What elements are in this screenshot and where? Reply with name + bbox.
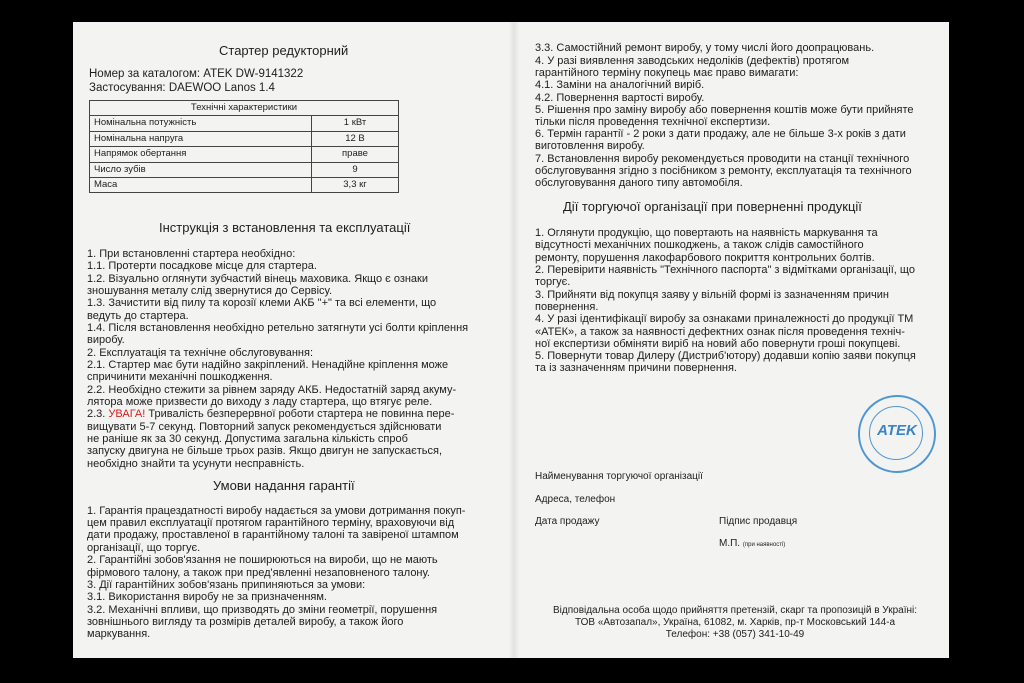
warning-label: УВАГА!: [108, 408, 146, 420]
org-name-field: Найменування торгуючої організації: [535, 471, 703, 482]
atek-logo: ATEK: [877, 422, 917, 439]
footer-line: Відповідальна особа щодо прийняття претензій, скарг та пропозицій в Україні:: [552, 605, 918, 616]
spec-label: Номінальна напруга: [90, 131, 312, 146]
company-stamp: [858, 395, 936, 473]
install-line: необхідно знайти та усунути несправність.: [87, 458, 305, 470]
warranty-cont-line: обслуговування даного типу автомобіля.: [535, 177, 743, 189]
trade-line: 3. Прийняти від покупця заяву у вільній формі із зазначенням причин: [535, 289, 890, 301]
trade-section-title: Дії торгуючої організації при поверненні продукції: [563, 199, 862, 214]
warning-text: Тривалість безперервної роботи стартера не повинна пере-: [145, 408, 455, 420]
footer-line: ТОВ «Автозапал», Україна, 61082, м. Харків, пр-т Московський 144-а: [574, 617, 896, 628]
install-line: 1. При встановленні стартера необхідно:: [87, 248, 296, 260]
install-line: виробу.: [87, 334, 125, 346]
table-row: [90, 131, 399, 146]
footer-line: Телефон: +38 (057) 341-10-49: [665, 629, 805, 640]
trade-line: 4. У разі ідентифікації виробу за ознаками приналежності до продукції ТМ: [535, 313, 914, 325]
install-line: 1.2. Візуально оглянути зубчастий вінець маховика. Якщо є ознаки: [87, 273, 429, 285]
warranty-cont-line: 4.1. Заміни на аналогічний виріб.: [535, 79, 705, 91]
trade-line: повернення.: [535, 301, 599, 313]
table-row: [90, 147, 399, 162]
warranty-cont-line: 3.3. Самостійний ремонт виробу, у тому числі його доопрацювань.: [535, 42, 875, 54]
warranty-cont-line: 7. Встановлення виробу рекомендується проводити на станції технічного: [535, 153, 910, 165]
warranty-line: 3.2. Механічні впливи, що призводять до зміни геометрії, порушення: [87, 604, 438, 616]
install-line: 2.1. Стартер має бути надійно закріплений. Ненадійне кріплення може: [87, 359, 449, 371]
stamp-place-note: (при наявності): [742, 542, 786, 548]
trade-line: «АТЕК», а також за наявності дефектних ознак після проведення техніч-: [535, 326, 905, 338]
spec-label: Число зубів: [90, 162, 312, 177]
install-line: 2.2. Необхідно стежити за рівнем заряду АКБ. Недостатній заряд акуму-: [87, 384, 457, 396]
seller-signature-field: Підпис продавця: [719, 516, 798, 527]
install-line: спричинити механічні пошкодження.: [87, 371, 273, 383]
warranty-line: цем правил експлуатації протягом гарантійного терміну, враховуючи від: [87, 517, 455, 529]
warning-number: 2.3.: [87, 408, 109, 420]
spec-value: праве: [312, 147, 399, 162]
sale-date-field: Дата продажу: [535, 516, 600, 527]
trade-line: 5. Повернути товар Дилеру (Дистриб'ютору) додавши копію заяви покупця: [535, 350, 916, 362]
install-line: вищувати 5-7 секунд. Повторний запуск рекомендується здійснювати: [87, 421, 442, 433]
trade-line: відсутності механічних пошкоджень, а також слідів самостійного: [535, 239, 864, 251]
install-line: лятора може призвести до виходу з ладу стартера, що втягує реле.: [87, 396, 433, 408]
trade-line: ремонту, порушення лакофарбового покриття контрольних болтів.: [535, 252, 875, 264]
warranty-cont-line: 4.2. Повернення вартості виробу.: [535, 92, 705, 104]
spec-table: [89, 100, 399, 193]
warranty-cont-line: гарантійного терміну покупець має право вимагати:: [535, 67, 799, 79]
spec-value: 3,3 кг: [312, 178, 399, 193]
warranty-cont-line: 5. Рішення про заміну виробу або повернення коштів може бути прийняте: [535, 104, 914, 116]
stamp-place-label: М.П.: [719, 538, 741, 549]
application: Застосування: DAEWOO Lanos 1.4: [89, 82, 275, 94]
table-row: [90, 178, 399, 193]
warranty-line: 1. Гарантія працездатності виробу надається за умови дотримання покуп-: [87, 505, 466, 517]
warranty-line: 3.1. Використання виробу не за призначенням.: [87, 591, 327, 603]
warranty-cont-line: обслуговування згідно з посібником з ремонту, експлуатація та технічного: [535, 165, 912, 177]
spec-label: Номінальна потужність: [90, 116, 312, 131]
spec-value: 12 В: [312, 131, 399, 146]
stamp-place: [719, 538, 785, 551]
table-row: [90, 162, 399, 177]
install-line: запуску двигуна не більше трьох разів. Якщо двигун не запускається,: [87, 445, 443, 457]
trade-line: торгує.: [535, 276, 571, 288]
install-line: зношування металу слід звернутися до Сервісу.: [87, 285, 333, 297]
warranty-line: зовнішнього вигляду та розмірів деталей виробу, а також його: [87, 616, 404, 628]
spec-value: 9: [312, 162, 399, 177]
trade-line: ної експертизи обміняти виріб на новий або повернути гроші покупцеві.: [535, 338, 901, 350]
address-field: Адреса, телефон: [535, 494, 616, 505]
warranty-line: 3. Дії гарантійних зобов'язань припиняються за умови:: [87, 579, 366, 591]
warranty-section-title: Умови надання гарантії: [213, 478, 355, 493]
warranty-line: організації, що торгує.: [87, 542, 201, 554]
trade-line: 2. Перевірити наявність "Технічного паспорта" з відмітками організації, що: [535, 264, 915, 276]
spec-value: 1 кВт: [312, 116, 399, 131]
trade-line: 1. Оглянути продукцію, що повертають на наявність маркування та: [535, 227, 878, 239]
catalog-number: Номер за каталогом: ATEK DW-9141322: [89, 68, 304, 80]
spec-label: Напрямок обертання: [90, 147, 312, 162]
install-section-title: Інструкція з встановлення та експлуатації: [159, 220, 411, 235]
warranty-cont-line: 6. Термін гарантії - 2 роки з дати продажу, але не більше 3-х років з дати: [535, 128, 906, 140]
page-fold: [509, 22, 519, 658]
warranty-cont-line: тільки після проведення технічної експертизи.: [535, 116, 771, 128]
install-line: ведуть до стартера.: [87, 310, 189, 322]
install-line: 1.1. Протерти посадкове місце для стартера.: [87, 260, 317, 272]
warranty-line: маркування.: [87, 628, 151, 640]
warranty-line: 2. Гарантійні зобов'язання не поширюються на вироби, що не мають: [87, 554, 438, 566]
install-line: не раніше як за 30 секунд. Допустима загальна кількість спроб: [87, 433, 408, 445]
spec-table-header: Технічні характеристики: [90, 101, 399, 116]
warranty-line: фірмового талону, а також при пред'явленні незаповненого талону.: [87, 567, 430, 579]
warning-line: [87, 408, 454, 420]
warranty-line: дати продажу, проставленої в гарантійному талоні та завіреної штампом: [87, 529, 459, 541]
install-line: 2. Експлуатація та технічне обслуговування:: [87, 347, 313, 359]
warranty-cont-line: 4. У разі виявлення заводських недоліків (дефектів) протягом: [535, 55, 850, 67]
product-title: Стартер редукторний: [219, 43, 349, 58]
trade-line: та із зазначенням причини повернення.: [535, 362, 737, 374]
table-row: [90, 116, 399, 131]
spec-label: Маса: [90, 178, 312, 193]
install-line: 1.3. Зачистити від пилу та корозії клеми АКБ "+" та всі елементи, що: [87, 297, 437, 309]
document-sheet: [73, 22, 949, 658]
install-line: 1.4. Після встановлення необхідно ретельно затягнути усі болти кріплення: [87, 322, 469, 334]
warranty-cont-line: виготовлення виробу.: [535, 140, 645, 152]
